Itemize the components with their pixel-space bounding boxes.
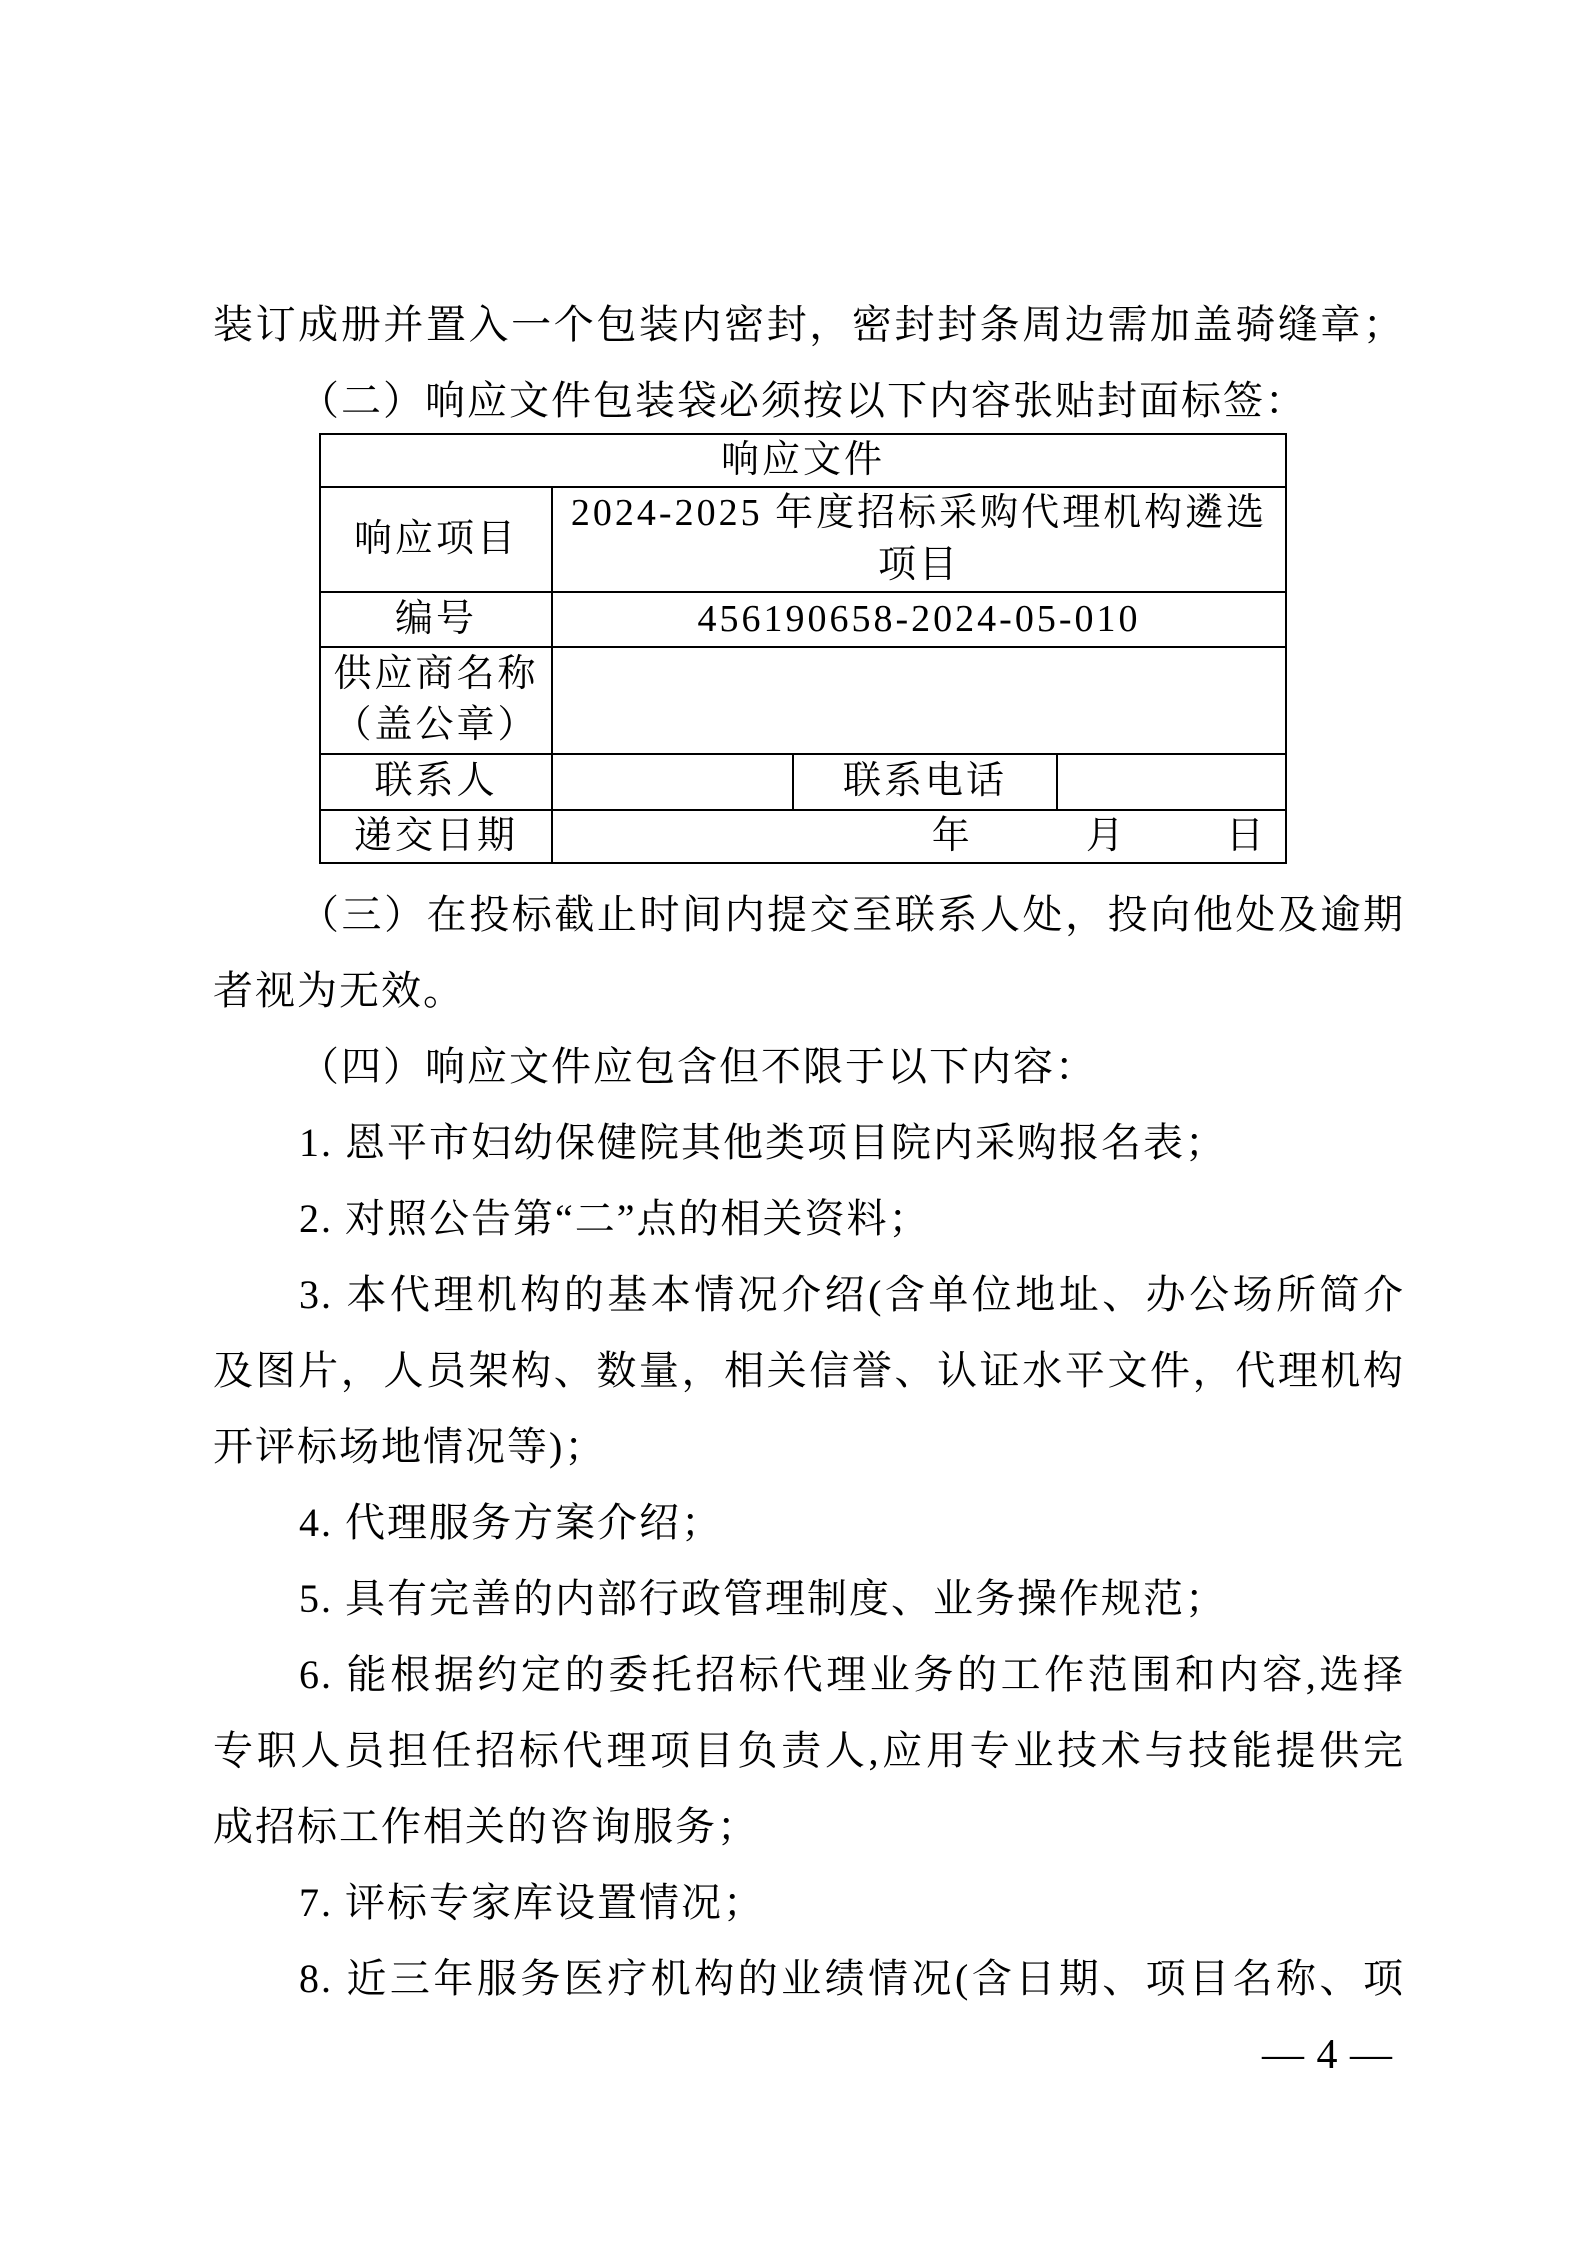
list-item-line: 2. 对照公告第“二”点的相关资料；: [299, 1196, 931, 1242]
list-item-line: 5. 具有完善的内部行政管理制度、业务操作规范；: [299, 1576, 1227, 1622]
table-row: [320, 810, 1286, 863]
date-day-label: 日: [1225, 814, 1267, 857]
phone-value-cell: [1057, 754, 1286, 810]
list-item-line: 4. 代理服务方案介绍；: [299, 1500, 723, 1546]
paragraph-line: （三）在投标截止时间内提交至联系人处，投向他处及逾期: [299, 892, 1405, 938]
table-row: [320, 487, 1286, 592]
paragraph-line: 者视为无效。: [213, 968, 465, 1014]
table-title-cell: 响应文件: [320, 434, 1286, 487]
paragraph-line: （四）响应文件应包含但不限于以下内容：: [299, 1044, 1097, 1090]
number-value-cell: 456190658-2024-05-010: [552, 592, 1286, 647]
paragraph-line: 成招标工作相关的咨询服务；: [213, 1804, 759, 1850]
paragraph-line: 及图片，人员架构、数量，相关信誉、认证水平文件，代理机构: [213, 1348, 1405, 1394]
supplier-label-line1: 供应商名称: [333, 653, 539, 696]
table-row: [320, 647, 1286, 754]
date-value-cell: [552, 810, 1286, 863]
supplier-value-cell: [552, 647, 1286, 754]
list-item-line: 3. 本代理机构的基本情况介绍(含单位地址、办公场所简介: [299, 1272, 1405, 1318]
document-body: [213, 287, 1405, 2093]
supplier-label-cell: [320, 647, 552, 754]
supplier-label-line2: （盖公章）: [333, 704, 539, 747]
list-item-line: 7. 评标专家库设置情况；: [299, 1880, 765, 1926]
table-row: [320, 592, 1286, 647]
project-value-cell: 2024-2025 年度招标采购代理机构遴选项目: [552, 487, 1286, 592]
number-label-cell: 编号: [320, 592, 552, 647]
paragraph-line: 专职人员担任招标代理项目负责人,应用专业技术与技能提供完: [213, 1728, 1405, 1774]
table-row: [320, 754, 1286, 810]
list-item-line: 1. 恩平市妇幼保健院其他类项目院内采购报名表；: [299, 1120, 1227, 1166]
paragraph-line: （二）响应文件包装袋必须按以下内容张贴封面标签：: [299, 378, 1307, 423]
contact-value-cell: [552, 754, 793, 810]
date-label-cell: 递交日期: [320, 810, 552, 863]
list-item-line: 8. 近三年服务医疗机构的业绩情况(含日期、项目名称、项: [299, 1956, 1405, 2002]
date-month-label: 月: [1085, 814, 1127, 857]
table-row: [320, 434, 1286, 487]
project-label-cell: 响应项目: [320, 487, 552, 592]
contact-label-cell: 联系人: [320, 754, 552, 810]
response-document-cover-label-table: [319, 433, 1287, 864]
paragraph-line: 装订成册并置入一个包装内密封，密封封条周边需加盖骑缝章；: [213, 302, 1405, 347]
list-item-line: 6. 能根据约定的委托招标代理业务的工作范围和内容,选择: [299, 1652, 1405, 1698]
page-number: — 4 —: [1262, 2032, 1393, 2079]
date-year-label: 年: [931, 814, 973, 857]
paragraph-line: 开评标场地情况等)；: [213, 1424, 607, 1470]
phone-label-cell: 联系电话: [793, 754, 1057, 810]
date-blanks: [557, 811, 1281, 862]
